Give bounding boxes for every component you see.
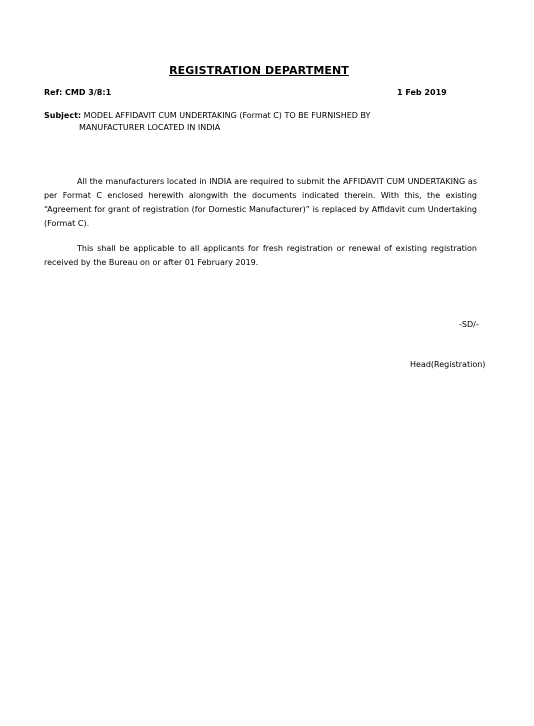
subject-line-2: MANUFACTURER LOCATED IN INDIA [79,123,221,132]
body-paragraph-2: This shall be applicable to all applicants for fresh registration or renewal of existing registration received by the Bureau on or after 01 February 2019. [44,244,477,267]
signatory-title: Head(Registration) [410,360,486,369]
document-title: REGISTRATION DEPARTMENT [169,64,349,77]
body-paragraph-1: All the manufacturers located in INDIA are required to submit the AFFIDAVIT CUM UNDERTAKING as per Format C enclosed herewith alongwith the documents indicated therein. With this, the existing “Agreement for grant of registration (for Domestic Manufacturer)” is replaced by Affidavit cum Undertaking (Format C). [44,177,477,228]
subject-label: Subject: [44,111,82,120]
subject-line-1: MODEL AFFIDAVIT CUM UNDERTAKING (Format C) TO BE FURNISHED BY [83,111,371,120]
reference-number: Ref: CMD 3/8:1 [44,88,112,97]
signature-mark: -SD/- [459,320,479,329]
subject-block [44,110,444,134]
document-date: 1 Feb 2019 [397,88,447,97]
